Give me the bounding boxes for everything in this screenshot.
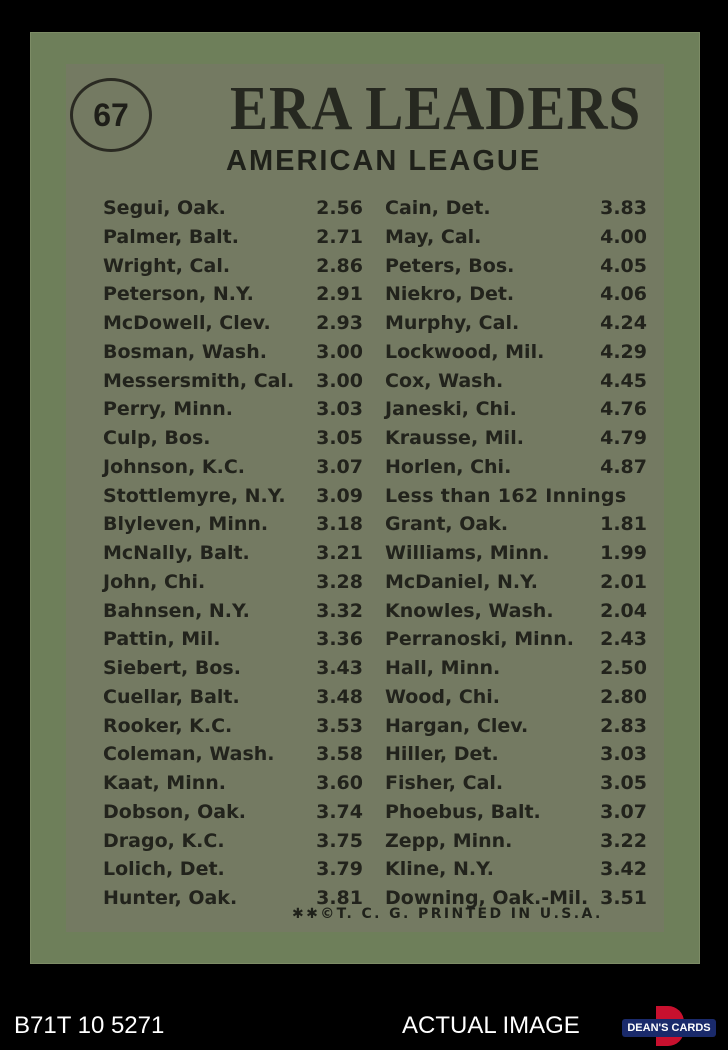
stat-row bbox=[103, 510, 363, 539]
pitcher-name: Wood, Chi. bbox=[385, 685, 501, 708]
era-value: 3.32 bbox=[316, 599, 363, 622]
pitcher-name: Hargan, Clev. bbox=[385, 714, 529, 737]
pitcher-name: Peterson, N.Y. bbox=[103, 283, 254, 306]
pitcher-name: Wright, Cal. bbox=[103, 254, 231, 277]
era-value: 2.80 bbox=[600, 685, 647, 708]
stat-row bbox=[385, 712, 647, 741]
era-value: 2.56 bbox=[316, 197, 363, 219]
pitcher-name: Culp, Bos. bbox=[103, 427, 211, 449]
era-value: 3.28 bbox=[316, 570, 363, 593]
stat-row bbox=[385, 338, 647, 367]
pitcher-name: Rooker, K.C. bbox=[103, 714, 233, 737]
pitcher-name: Johnson, K.C. bbox=[103, 455, 245, 478]
era-value: 4.45 bbox=[600, 369, 647, 392]
pitcher-name: Murphy, Cal. bbox=[385, 312, 520, 334]
pitcher-name: Dobson, Oak. bbox=[103, 800, 246, 823]
pitcher-name: Palmer, Balt. bbox=[103, 225, 239, 248]
pitcher-name: Bosman, Wash. bbox=[103, 340, 267, 363]
pitcher-name: Niekro, Det. bbox=[385, 283, 515, 306]
card-title: ERA LEADERS bbox=[230, 75, 642, 143]
stat-row bbox=[385, 252, 647, 281]
era-value: 3.58 bbox=[316, 743, 363, 766]
pitcher-name: Knowles, Wash. bbox=[385, 599, 554, 622]
stat-row bbox=[103, 798, 363, 827]
pitcher-name: Grant, Oak. bbox=[385, 513, 509, 536]
right-stats-column bbox=[385, 194, 647, 913]
stat-row bbox=[385, 424, 647, 453]
pitcher-name: Lockwood, Mil. bbox=[385, 340, 545, 363]
stat-row bbox=[103, 309, 363, 338]
era-value: 3.00 bbox=[316, 340, 363, 363]
left-stats-column bbox=[103, 194, 363, 913]
pitcher-name: McDowell, Clev. bbox=[103, 312, 271, 334]
stat-row bbox=[103, 827, 363, 856]
era-value: 3.74 bbox=[316, 800, 363, 823]
era-value: 2.83 bbox=[600, 714, 647, 737]
era-value: 3.48 bbox=[316, 685, 363, 708]
stat-row bbox=[385, 827, 647, 856]
stat-row bbox=[385, 625, 647, 654]
deans-cards-logo bbox=[622, 1006, 716, 1046]
pitcher-name: Williams, Minn. bbox=[385, 542, 550, 564]
era-value: 3.43 bbox=[316, 657, 363, 679]
pitcher-name: Messersmith, Cal. bbox=[103, 369, 295, 392]
stat-row bbox=[103, 453, 363, 482]
stat-row bbox=[103, 252, 363, 281]
stat-row bbox=[103, 683, 363, 712]
stat-row bbox=[103, 539, 363, 568]
pitcher-name: Stottlemyre, N.Y. bbox=[103, 484, 286, 507]
stat-row bbox=[103, 855, 363, 884]
era-value: 4.87 bbox=[600, 455, 647, 478]
pitcher-name: Zepp, Minn. bbox=[385, 829, 513, 852]
pitcher-name: Cox, Wash. bbox=[385, 369, 504, 392]
stat-row bbox=[385, 597, 647, 626]
stat-row bbox=[385, 223, 647, 252]
pitcher-name: McNally, Balt. bbox=[103, 542, 250, 564]
stat-row bbox=[385, 568, 647, 597]
era-value: 1.99 bbox=[600, 542, 647, 564]
era-value: 3.83 bbox=[600, 197, 647, 219]
era-value: 3.21 bbox=[316, 542, 363, 564]
pitcher-name: Kline, N.Y. bbox=[385, 858, 494, 881]
pitcher-name: Drago, K.C. bbox=[103, 829, 225, 852]
era-value: 3.03 bbox=[600, 743, 647, 766]
era-value: 4.24 bbox=[600, 312, 647, 334]
pitcher-name: Perranoski, Minn. bbox=[385, 628, 574, 651]
stat-row bbox=[385, 855, 647, 884]
era-value: 3.75 bbox=[316, 829, 363, 852]
era-value: 3.05 bbox=[600, 772, 647, 794]
pitcher-name: Fisher, Cal. bbox=[385, 772, 504, 794]
stat-row bbox=[103, 482, 363, 511]
era-value: 2.01 bbox=[600, 570, 647, 593]
era-value: 2.43 bbox=[600, 628, 647, 651]
stat-row bbox=[103, 395, 363, 424]
era-value: 2.04 bbox=[600, 599, 647, 622]
era-value: 4.29 bbox=[600, 340, 647, 363]
stat-row bbox=[385, 453, 647, 482]
stat-row bbox=[385, 367, 647, 396]
era-value: 3.51 bbox=[600, 887, 647, 909]
era-value: 2.93 bbox=[316, 312, 363, 334]
stat-row bbox=[103, 280, 363, 309]
stat-row bbox=[385, 798, 647, 827]
pitcher-name: Bahnsen, N.Y. bbox=[103, 599, 250, 622]
pitcher-name: Horlen, Chi. bbox=[385, 455, 512, 478]
era-value: 4.05 bbox=[600, 254, 647, 277]
copyright-line: ✱✱©T. C. G. PRINTED IN U.S.A. bbox=[292, 906, 603, 922]
pitcher-name: McDaniel, N.Y. bbox=[385, 570, 538, 593]
pitcher-name: Hiller, Det. bbox=[385, 743, 499, 766]
stat-row bbox=[385, 395, 647, 424]
stat-row bbox=[103, 769, 363, 798]
stat-row bbox=[103, 597, 363, 626]
pitcher-name: May, Cal. bbox=[385, 225, 482, 248]
era-value: 3.09 bbox=[316, 484, 363, 507]
stat-row bbox=[103, 338, 363, 367]
era-value: 3.42 bbox=[600, 858, 647, 881]
pitcher-name: Blyleven, Minn. bbox=[103, 513, 269, 536]
stat-row bbox=[103, 223, 363, 252]
stat-row bbox=[385, 740, 647, 769]
era-value: 3.00 bbox=[316, 369, 363, 392]
stat-row bbox=[103, 367, 363, 396]
pitcher-name: Siebert, Bos. bbox=[103, 657, 241, 679]
era-value: 3.53 bbox=[316, 714, 363, 737]
pitcher-name: Cain, Det. bbox=[385, 197, 491, 219]
pitcher-name: Kaat, Minn. bbox=[103, 772, 226, 794]
stat-row bbox=[385, 510, 647, 539]
era-value: 3.22 bbox=[600, 829, 647, 852]
card-subtitle: AMERICAN LEAGUE bbox=[226, 145, 542, 177]
stat-row bbox=[385, 539, 647, 568]
pitcher-name: Segui, Oak. bbox=[103, 197, 226, 219]
pitcher-name: Hunter, Oak. bbox=[103, 887, 238, 909]
pitcher-name: Cuellar, Balt. bbox=[103, 685, 240, 708]
logo-text: DEAN'S CARDS bbox=[627, 1022, 711, 1034]
era-value: 3.03 bbox=[316, 398, 363, 421]
era-value: 3.07 bbox=[600, 800, 647, 823]
section-note: Less than 162 Innings bbox=[385, 484, 627, 507]
era-value: 4.06 bbox=[600, 283, 647, 306]
era-value: 3.79 bbox=[316, 858, 363, 881]
actual-image-label: ACTUAL IMAGE bbox=[402, 1012, 580, 1039]
pitcher-name: Perry, Minn. bbox=[103, 398, 233, 421]
pitcher-name: Pattin, Mil. bbox=[103, 628, 221, 651]
stat-row bbox=[385, 482, 647, 511]
stat-row bbox=[385, 769, 647, 798]
stat-row bbox=[385, 654, 647, 683]
era-value: 2.86 bbox=[316, 254, 363, 277]
era-value: 4.79 bbox=[600, 427, 647, 449]
era-value: 3.60 bbox=[316, 772, 363, 794]
pitcher-name: Lolich, Det. bbox=[103, 858, 225, 881]
stat-row bbox=[385, 683, 647, 712]
era-value: 3.07 bbox=[316, 455, 363, 478]
era-value: 3.18 bbox=[316, 513, 363, 536]
stat-row bbox=[103, 654, 363, 683]
card-number-badge bbox=[70, 78, 152, 152]
stat-row bbox=[385, 194, 647, 223]
pitcher-name: John, Chi. bbox=[103, 570, 206, 593]
era-value: 2.50 bbox=[600, 657, 647, 679]
pitcher-name: Phoebus, Balt. bbox=[385, 800, 541, 823]
pitcher-name: Hall, Minn. bbox=[385, 657, 501, 679]
card-number: 67 bbox=[93, 96, 129, 133]
pitcher-name: Coleman, Wash. bbox=[103, 743, 275, 766]
stat-row bbox=[103, 568, 363, 597]
pitcher-name: Krausse, Mil. bbox=[385, 427, 524, 449]
era-value: 2.71 bbox=[316, 225, 363, 248]
era-value: 4.00 bbox=[600, 225, 647, 248]
era-value: 3.81 bbox=[316, 887, 363, 909]
era-value: 1.81 bbox=[600, 513, 647, 536]
pitcher-name: Downing, Oak.-Mil. bbox=[385, 887, 589, 909]
pitcher-name: Peters, Bos. bbox=[385, 254, 515, 277]
stat-row bbox=[385, 280, 647, 309]
stat-row bbox=[103, 194, 363, 223]
stat-row bbox=[103, 740, 363, 769]
era-value: 3.05 bbox=[316, 427, 363, 449]
pitcher-name: Janeski, Chi. bbox=[385, 398, 517, 421]
stat-row bbox=[103, 712, 363, 741]
stat-row bbox=[385, 309, 647, 338]
item-code: B71T 10 5271 bbox=[14, 1012, 165, 1039]
stat-row bbox=[103, 424, 363, 453]
stat-row bbox=[103, 625, 363, 654]
era-value: 3.36 bbox=[316, 628, 363, 651]
era-value: 4.76 bbox=[600, 398, 647, 421]
era-value: 2.91 bbox=[316, 283, 363, 306]
